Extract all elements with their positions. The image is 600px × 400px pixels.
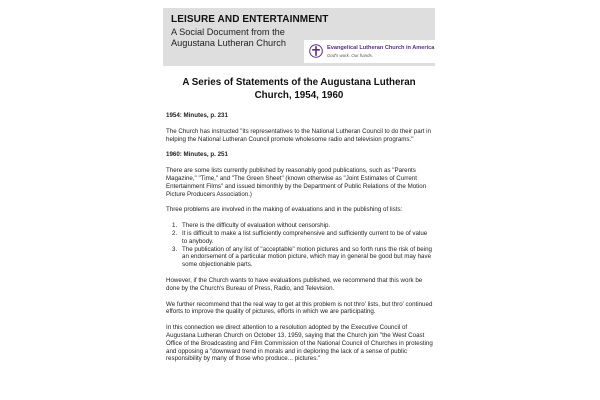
paragraph: Three problems are involved in the making of evaluations and in the publishing of lists: bbox=[166, 206, 403, 214]
problems-list bbox=[166, 222, 434, 269]
header-title: LEISURE AND ENTERTAINMENT bbox=[171, 14, 329, 25]
logo-name: Evangelical Lutheran Church in America bbox=[327, 45, 435, 51]
document-body bbox=[166, 112, 434, 371]
paragraph: There are some lists currently published by reasonably good publications, such as "Parents Magazine," "Time," and "The Green Sheet" (known otherwise as "Joint Estimates of Current Entertainment Films" and issued bimonthly by the Department of Public Relations of the Motion Picture Producers Association.) bbox=[166, 167, 427, 198]
document-title: A Series of Statements of the Augustana Lutheran Church, 1954, 1960 bbox=[182, 77, 416, 101]
paragraph: We further recommend that the real way to get at this problem is not thro' lists, but thro' continued efforts to improve the quality of pictures, efforts in which we are participating. bbox=[166, 300, 433, 316]
list-item-text: The publication of any list of "acceptable" motion pictures and so forth runs the risk of being an endorsement of a particular motion picture, which may in general be good but may have some objectionable parts. bbox=[182, 245, 432, 269]
document-page bbox=[163, 8, 435, 400]
list-item bbox=[172, 230, 434, 246]
list-item-text: There is the difficulty of evaluation without censorship. bbox=[182, 222, 331, 230]
section-heading-1960: 1960: Minutes, p. 251 bbox=[166, 151, 228, 159]
list-item-text: It is difficult to make a list sufficiently comprehensive and sufficiently current to be of value to anybody. bbox=[182, 229, 428, 245]
logo-tagline: God's work. Our hands. bbox=[327, 53, 373, 58]
section-heading-1954: 1954: Minutes, p. 231 bbox=[166, 112, 228, 119]
list-item bbox=[172, 222, 434, 230]
header-subtitle bbox=[171, 27, 321, 49]
list-item-number: 1. bbox=[172, 222, 178, 230]
paragraph: In this connection we direct attention to a resolution adopted by the Executive Council of Augustana Lutheran Church on October 13, 1959, saying that the Church join "the West Coast Office of the Broadcasting and Film Commission of the National Council of Churches in protesting and opposing a "downward trend in morals and in deploring the lack of a sense of public responsibility by many of those who produce... pictures." bbox=[166, 324, 433, 363]
paragraph: The Church has instructed "its representatives to the National Lutheran Council to do their part in helping the National Lutheran Council promote wholesome radio and television programs." bbox=[166, 127, 431, 143]
elca-cross-icon bbox=[309, 44, 323, 58]
list-item-number: 2. bbox=[172, 229, 178, 237]
document-header bbox=[163, 8, 435, 66]
header-subtitle-line1: A Social Document from the bbox=[171, 27, 285, 37]
list-item bbox=[172, 246, 434, 269]
elca-logo bbox=[304, 40, 435, 63]
list-item-number: 3. bbox=[172, 245, 178, 253]
header-subtitle-line2: Augustana Lutheran Church bbox=[171, 38, 286, 48]
paragraph: However, if the Church wants to have evaluations published, we recommend that this work be done by the Church's Bureau of Press, Radio, and Television. bbox=[166, 276, 423, 292]
